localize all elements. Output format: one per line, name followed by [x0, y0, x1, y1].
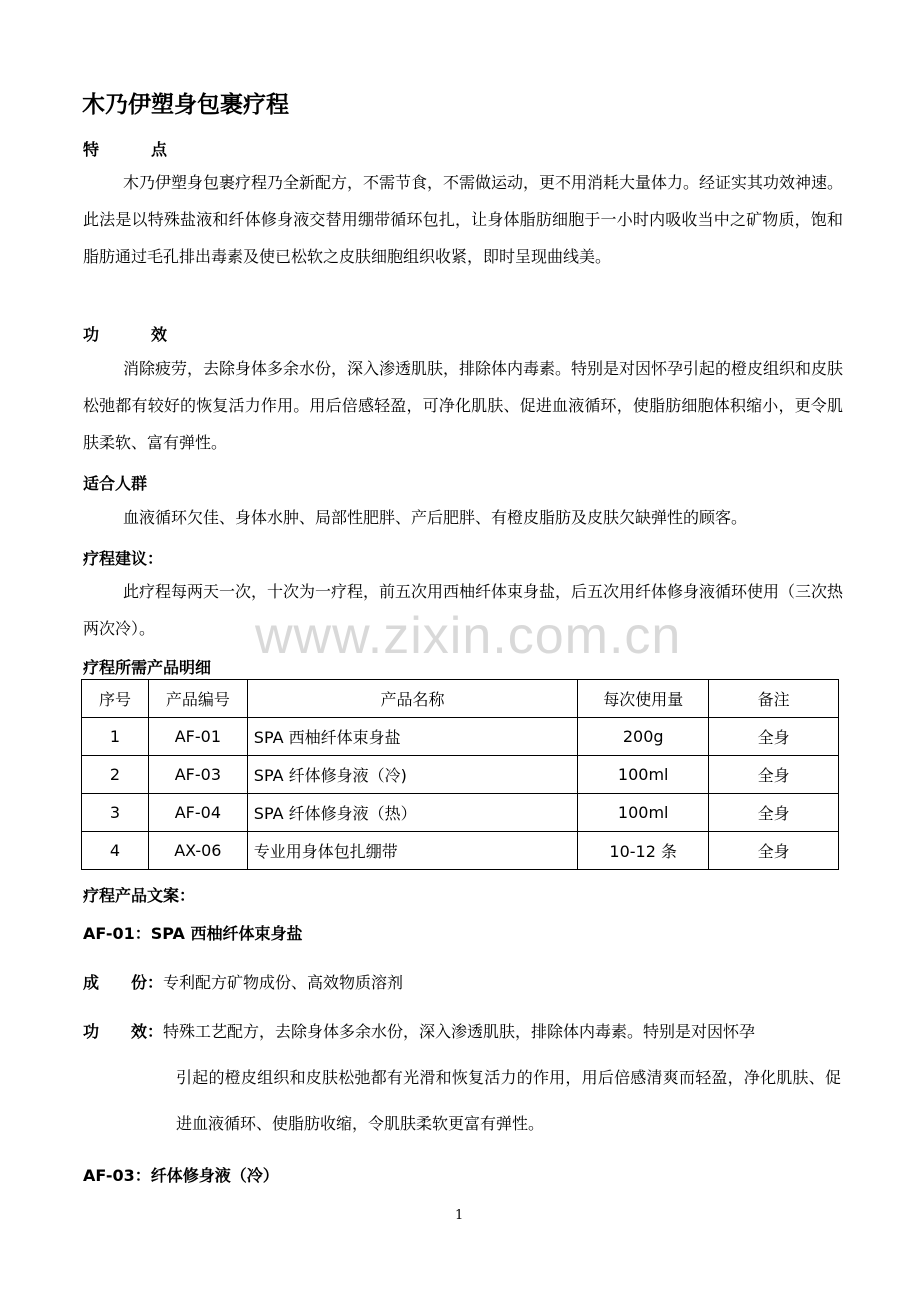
cell-product-name: SPA 西柚纤体束身盐: [247, 718, 577, 756]
cell-note: 全身: [709, 832, 839, 870]
products-table: [81, 679, 839, 870]
features-text: 木乃伊塑身包裹疗程乃全新配方，不需节食，不需做运动，更不用消耗大量体力。经证实其功效神速。此法是以特殊盐液和纤体修身液交替用绷带循环包扎，让身体脂肪细胞于一小时内吸收当中之矿物质，饱和脂肪通过毛孔排出毒素及使已松软之皮肤细胞组织收紧，即时呈现曲线美。: [83, 173, 844, 266]
features-heading: 特 点: [83, 140, 186, 159]
cell-product-name: SPA 纤体修身液（冷): [247, 756, 577, 794]
cell-amount: 100ml: [578, 794, 709, 832]
af01-efficacy-continued: 引起的橙皮组织和皮肤松弛都有光滑和恢复活力的作用，用后倍感清爽而轻盈，净化肌肤、促进血液循环、使脂肪收缩，令肌肤柔软更富有弹性。: [176, 1068, 841, 1133]
table-row: [82, 794, 839, 832]
column-header: 每次使用量: [578, 680, 709, 718]
cell-note: 全身: [709, 794, 839, 832]
advice-text: 此疗程每两天一次，十次为一疗程，前五次用西柚纤体束身盐，后五次用纤体修身液循环使用（三次热两次冷）。: [83, 582, 844, 638]
cell-note: 全身: [709, 756, 839, 794]
cell-amount: 100ml: [578, 756, 709, 794]
table-header-row: [82, 680, 839, 718]
column-header: 产品编号: [148, 680, 247, 718]
table-row: [82, 718, 839, 756]
copy-heading: 疗程产品文案：: [83, 886, 196, 905]
cell-note: 全身: [709, 718, 839, 756]
cell-product-name: SPA 纤体修身液（热）: [247, 794, 577, 832]
cell-code: AF-03: [148, 756, 247, 794]
efficacy-text: 消除疲劳，去除身体多余水份，深入渗透肌肤，排除体内毒素。特别是对因怀孕引起的橙皮组织和皮肤松弛都有较好的恢复活力作用。用后倍感轻盈，可净化肌肤、促进血液循环，使脂肪细胞体积缩小，更令肌肤柔软、富有弹性。: [83, 359, 844, 452]
efficacy-text-line1: 特殊工艺配方，去除身体多余水份，深入渗透肌肤，排除体内毒素。特别是对因怀孕: [163, 1022, 756, 1041]
af01-efficacy-row: [83, 1019, 755, 1042]
cell-index: 3: [82, 794, 149, 832]
cell-index: 4: [82, 832, 149, 870]
ingredients-text: 专利配方矿物成份、高效物质溶剂: [163, 973, 404, 992]
af03-title: AF-03：纤体修身液（冷）: [83, 1166, 279, 1185]
cell-code: AF-04: [148, 794, 247, 832]
advice-heading: 疗程建议：: [83, 549, 164, 568]
cell-code: AF-01: [148, 718, 247, 756]
page-number: 1: [455, 1208, 464, 1223]
products-heading: 疗程所需产品明细: [83, 658, 212, 677]
table-row: [82, 832, 839, 870]
af01-title: AF-01：SPA 西柚纤体束身盐: [83, 924, 303, 943]
audience-text: 血液循环欠佳、身体水肿、局部性肥胖、产后肥胖、有橙皮脂肪及皮肤欠缺弹性的顾客。: [123, 508, 748, 527]
cell-amount: 10-12 条: [578, 832, 709, 870]
audience-heading: 适合人群: [83, 474, 148, 493]
column-header: 备注: [709, 680, 839, 718]
table-row: [82, 756, 839, 794]
efficacy-label: 功 效：: [83, 1022, 164, 1041]
cell-index: 1: [82, 718, 149, 756]
cell-amount: 200g: [578, 718, 709, 756]
page-title: 木乃伊塑身包裹疗程: [82, 92, 289, 118]
watermark: www.zixin.com.cn: [255, 607, 682, 665]
cell-code: AX-06: [148, 832, 247, 870]
column-header: 序号: [82, 680, 149, 718]
af01-ingredients-row: [83, 970, 403, 993]
efficacy-heading: 功 效: [83, 325, 186, 344]
cell-product-name: 专业用身体包扎绷带: [247, 832, 577, 870]
column-header: 产品名称: [247, 680, 577, 718]
cell-index: 2: [82, 756, 149, 794]
ingredients-label: 成 份：: [83, 973, 164, 992]
